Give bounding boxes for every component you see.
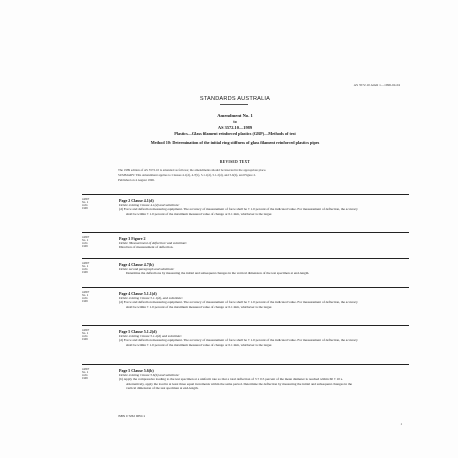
isbn-number: ISBN 0 7262 9654 1 — [118, 414, 146, 418]
margin-note: AMDT No. 1 AUG 1996 — [82, 329, 90, 342]
section-heading: Page 3 Figure 2 — [119, 236, 146, 241]
margin-note: AMDT No. 1 AUG 1996 — [82, 368, 90, 381]
section-heading: Page 5 Clause 5.6(b) — [119, 368, 154, 373]
section-body: Direction of measurement of deflection. — [119, 245, 174, 250]
section-instruction: Delete existing Clause 5.1.1(d), and substitute: — [119, 296, 183, 300]
title-rule — [220, 104, 248, 105]
section-instruction: Delete 'Measurement of deflection' and substitute: — [119, 241, 188, 245]
section-divider — [82, 287, 409, 288]
section-divider — [82, 325, 409, 326]
section-instruction: Delete existing Clause 5.1.2(d) and substitute: — [119, 334, 182, 338]
publisher-name: STANDARDS AUSTRALIA — [199, 96, 271, 102]
to-label: to — [233, 119, 237, 124]
section-body: (d) Force and deflection measuring equipment. The accuracy of measurement of force shall be ± 1.0 percent of the indicated value. For measurement of deflection, the accuracy shall be within ± 1.0 percent of the maximum measured value of change or 0.1 mm, whichever is the larger. — [119, 207, 358, 216]
amendment-number: Amendment No. 1 — [217, 113, 253, 118]
intro-line: Published on 4 August 1996. — [118, 178, 155, 182]
standard-number: AS 3572.10—1989 — [217, 125, 253, 130]
section-body: Determine the deflections by measuring the initial and subsequent changes in the vertical dimension of the test specimen at end-length. — [126, 271, 310, 276]
section-heading: Page 4 Clause 5.1.1(d) — [119, 291, 157, 296]
section-divider — [82, 194, 409, 195]
standard-title: Plastics—Glass filament reinforced plastics (GRP)—Methods of test — [174, 131, 296, 136]
intro-line: The 1989 edition of AS 3572.10 is amended as follows; the amendments should be inserted in the appropriate place. — [118, 168, 267, 172]
section-instruction: Delete existing Clause 5.6(b) and substitute: — [119, 373, 180, 377]
margin-note: AMDT No. 1 AUG 1996 — [82, 198, 90, 211]
section-body: (d) Force and deflection measuring equipment. The accuracy of measurement of force shall be ± 1.0 percent of the indicated value. For measurement of deflection, the accuracy shall be within ± 1.0 percent of the maximum measured value of change or 0.1 mm, whichever is the larger. — [119, 300, 358, 309]
section-heading: Page 2 Clause 4.1(d) — [119, 198, 154, 203]
section-body: (b) Apply the compressive loading to the test specimen at a uniform rate so that a total deflection of 3 ± 0.5 percent of the mean diameter is reached within 60 ± 10 s. Alternatively, apply the load in at least three equal increments within the same period. Determine the deflection by measuring the initial and subsequent changes in the vertical dimension of the test specimen at end-length. — [119, 377, 353, 390]
section-divider — [82, 232, 409, 233]
margin-note: AMDT No. 1 AUG 1996 — [82, 291, 90, 304]
margin-note: AMDT No. 1 AUG 1996 — [82, 262, 90, 275]
document-reference: AS 3572.10 Amdt 1—1996-04-04 — [353, 83, 400, 87]
page-number: 1 — [400, 422, 402, 426]
method-title: Method 10: Determination of the initial ring stiffness of glass filament reinforced plastics pipes — [150, 140, 320, 145]
margin-note: AMDT No. 1 AUG 1996 — [82, 236, 90, 249]
section-instruction: Delete second paragraph and substitute: — [119, 267, 175, 271]
section-body: (d) Force and deflection measuring equipment. The accuracy of measurement of force shall be ± 1.0 percent of the indicated value. For measurement of deflection, the accuracy shall be within ± 1.0 percent of the maximum measured value of change or 0.1 mm, whichever is the larger. — [119, 338, 358, 347]
section-instruction: Delete existing Clause 4.1(d) and substitute: — [119, 203, 180, 207]
section-divider — [82, 364, 409, 365]
section-heading: Page 5 Clause 5.1.2(d) — [119, 329, 157, 334]
section-divider — [82, 258, 409, 259]
intro-line: SUMMARY: This Amendment applies to Clauses 4.1(d), 4.7(b), 5.1.1(d), 5.1.2(d), and 5.6(b), and Figure 2. — [118, 173, 256, 177]
revised-text-heading: REVISED TEXT — [219, 160, 251, 164]
section-heading: Page 4 Clause 4.7(b) — [119, 262, 154, 267]
